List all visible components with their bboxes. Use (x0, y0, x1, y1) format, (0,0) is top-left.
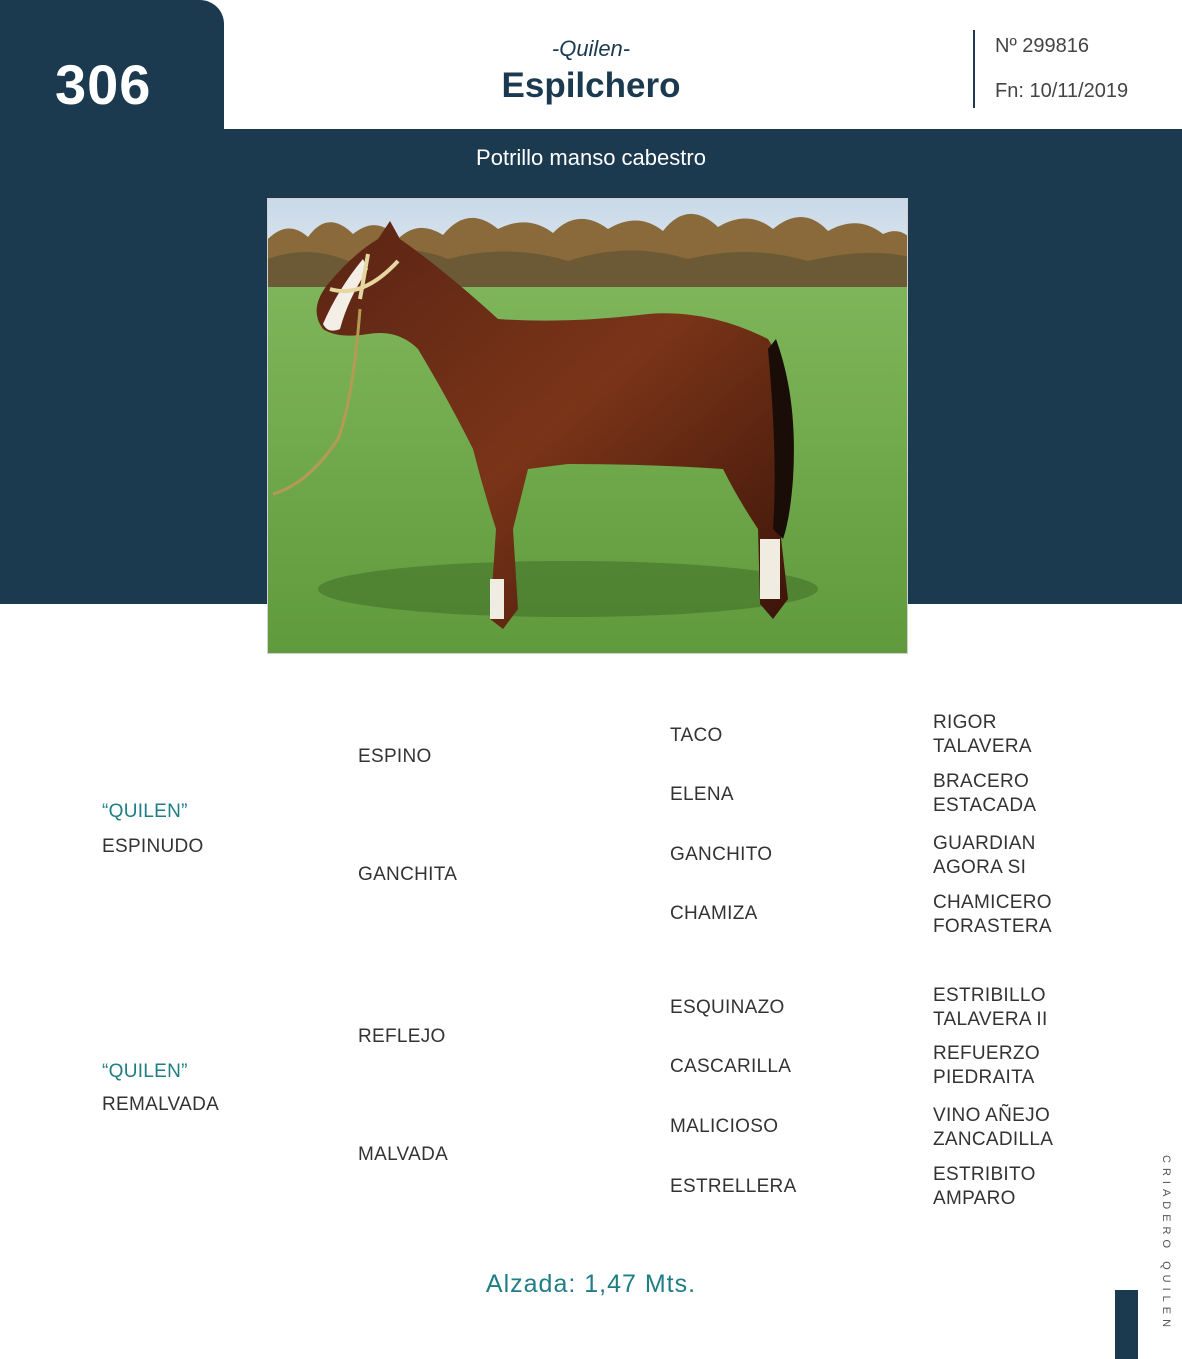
great-great-grandparents: GUARDIAN AGORA SI (933, 833, 1036, 878)
registry-number: Nº 299816 (995, 35, 1090, 57)
sire-name: ESPINUDO (102, 836, 204, 857)
great-great-grandparents: ESTRIBITO AMPARO (933, 1164, 1036, 1209)
great-grandparent: MALICIOSO (670, 1116, 779, 1137)
great-grandparent: CASCARILLA (670, 1056, 792, 1077)
great-grandparent: ESTRELLERA (670, 1176, 797, 1197)
horse-photo (267, 198, 908, 654)
great-grandparent: CHAMIZA (670, 903, 758, 924)
horse-prefix: -Quilen- (551, 36, 631, 61)
horse-name: Espilchero (501, 66, 681, 105)
brand-name: CRIADERO QUILEN (1160, 1155, 1172, 1333)
great-great-grandparents: BRACERO ESTACADA (933, 771, 1037, 816)
great-grandparent: ELENA (670, 784, 734, 805)
lot-number-tab (0, 0, 224, 130)
lot-description: Potrillo manso cabestro (476, 145, 706, 170)
great-grandparent: TACO (670, 725, 723, 746)
birth-date: Fn: 10/11/2019 (995, 80, 1129, 102)
lot-number: 306 (55, 53, 152, 116)
great-great-grandparents: ESTRIBILLO TALAVERA II (933, 985, 1048, 1030)
sire-prefix: “QUILEN” (102, 801, 188, 822)
brand-accent-bar (1115, 1290, 1138, 1359)
dam-prefix: “QUILEN” (102, 1061, 188, 1082)
grandparent: MALVADA (358, 1144, 449, 1165)
great-great-grandparents: RIGOR TALAVERA (933, 712, 1032, 757)
great-grandparent: GANCHITO (670, 844, 773, 865)
header-divider (973, 30, 975, 108)
height-measurement: Alzada: 1,47 Mts. (485, 1270, 697, 1298)
grandparent: ESPINO (358, 746, 432, 767)
grandparent: GANCHITA (358, 864, 458, 885)
great-great-grandparents: CHAMICERO FORASTERA (933, 892, 1052, 937)
grandparent: REFLEJO (358, 1026, 446, 1047)
great-grandparent: ESQUINAZO (670, 997, 785, 1018)
dam-name: REMALVADA (102, 1094, 220, 1115)
great-great-grandparents: VINO AÑEJO ZANCADILLA (933, 1105, 1054, 1150)
great-great-grandparents: REFUERZO PIEDRAITA (933, 1043, 1040, 1088)
